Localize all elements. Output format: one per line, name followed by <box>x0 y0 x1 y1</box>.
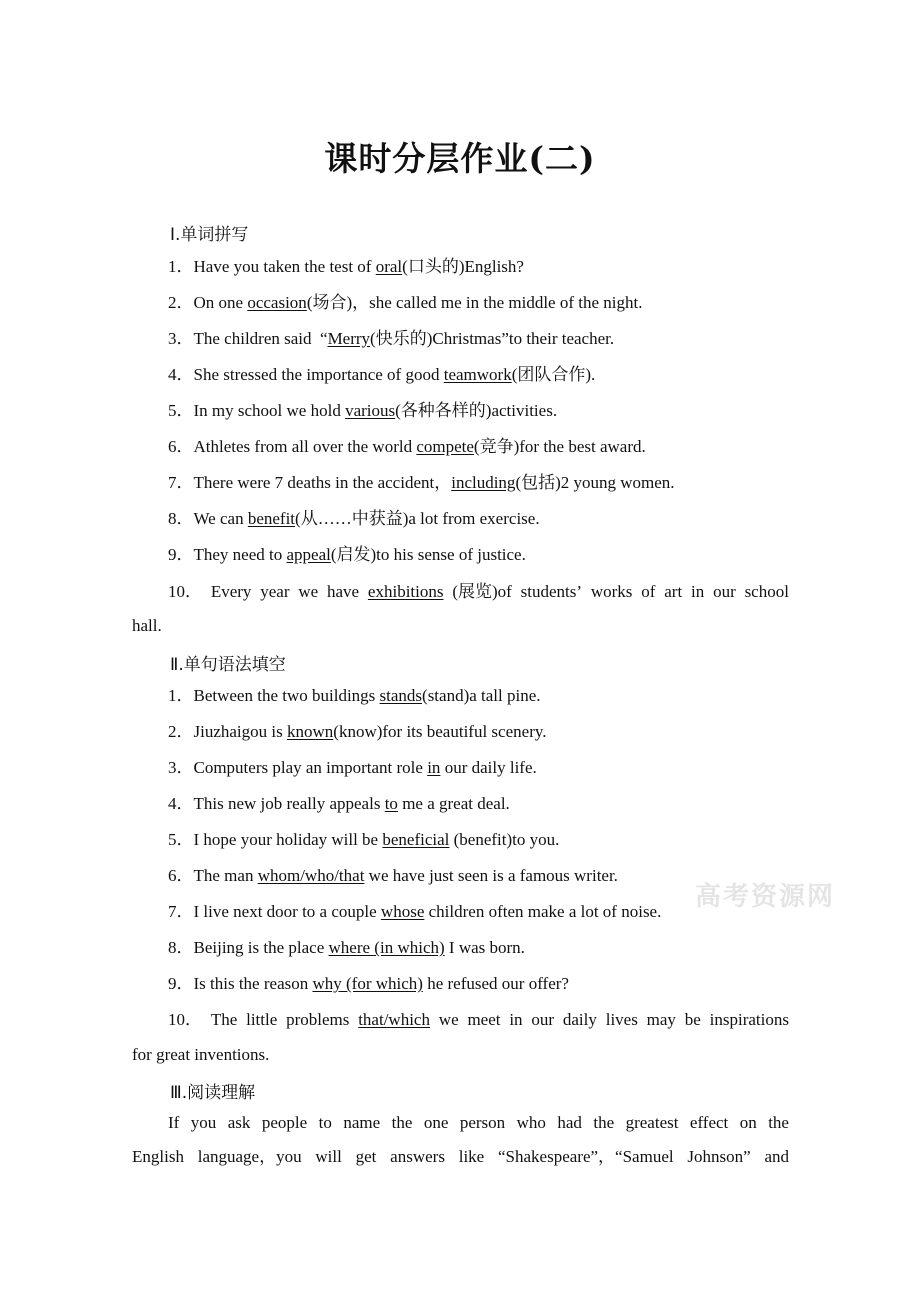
s2-item-4: 4．This new job really appeals to me a great deal. <box>168 794 510 813</box>
answer: Merry <box>327 329 371 348</box>
answer: including <box>451 473 516 492</box>
section-2-heading: Ⅱ.单句语法填空 <box>170 655 286 675</box>
answer: whose <box>380 902 425 921</box>
s2-item-2: 2．Jiuzhaigou is known(know)for its beautiful scenery. <box>168 722 547 741</box>
s2-item-6: 6．The man whom/who/that we have just seen is a famous writer. <box>168 866 618 885</box>
answer: benefit <box>247 509 296 528</box>
answer: in <box>427 758 441 777</box>
s1-item-7: 7．There were 7 deaths in the accident，including(包括)2 young women. <box>168 473 675 492</box>
s1-item-3: 3．The children said “Merry(快乐的)Christmas”to their teacher. <box>168 329 615 348</box>
s2-item-5: 5．I hope your holiday will be beneficial (benefit)to you. <box>168 830 560 849</box>
s2-item-9: 9．Is this the reason why (for which) he refused our offer? <box>168 974 569 993</box>
page-title: 课时分层作业(二) <box>324 139 596 178</box>
answer: whom/who/that <box>257 866 365 885</box>
answer: occasion <box>247 293 307 312</box>
reading-paragraph-line-1: If you ask people to name the one person who had the greatest effect on the <box>168 1113 789 1132</box>
s2-item-1: 1．Between the two buildings stands(stand)a tall pine. <box>168 686 541 705</box>
s1-item-5: 5．In my school we hold various(各种各样的)activities. <box>168 401 558 420</box>
answer: compete <box>416 437 474 456</box>
answer: where (in which) <box>328 938 445 957</box>
answer: various <box>345 401 396 420</box>
reading-paragraph-line-2: English language，you will get answers like “Shakespeare”，“Samuel Johnson” and <box>132 1147 789 1166</box>
s2-item-10-cont: for great inventions. <box>132 1045 270 1064</box>
answer: known <box>287 722 334 741</box>
answer: stands <box>379 686 423 705</box>
s1-item-10-cont: hall. <box>132 616 162 635</box>
answer: teamwork <box>443 365 512 384</box>
answer: oral <box>375 257 403 276</box>
watermark: 高考资源网 <box>695 882 836 912</box>
s1-item-2: 2．On one occasion(场合)，she called me in the middle of the night. <box>168 293 643 312</box>
answer: beneficial <box>382 830 450 849</box>
answer: to <box>384 794 398 813</box>
s1-item-4: 4．She stressed the importance of good teamwork(团队合作). <box>168 365 596 384</box>
s2-item-10: 10． The little problems that/which we meet in our daily lives may be inspirations <box>168 1010 789 1029</box>
s1-item-8: 8．We can benefit(从……中获益)a lot from exercise. <box>168 509 540 528</box>
s2-item-8: 8．Beijing is the place where (in which) I was born. <box>168 938 525 957</box>
section-1-heading: Ⅰ.单词拼写 <box>170 225 249 245</box>
answer: appeal <box>286 545 331 564</box>
s2-item-3: 3．Computers play an important role in our daily life. <box>168 758 537 777</box>
s1-item-6: 6．Athletes from all over the world compete(竞争)for the best award. <box>168 437 646 456</box>
answer: why (for which) <box>312 974 423 993</box>
s1-item-9: 9．They need to appeal(启发)to his sense of justice. <box>168 545 526 564</box>
s2-item-7: 7．I live next door to a couple whose children often make a lot of noise. <box>168 902 662 921</box>
section-3-heading: Ⅲ.阅读理解 <box>170 1083 256 1103</box>
s1-item-10: 10． Every year we have exhibitions (展览)of students’ works of art in our school <box>168 582 789 601</box>
s1-item-1: 1．Have you taken the test of oral(口头的)English? <box>168 257 524 276</box>
